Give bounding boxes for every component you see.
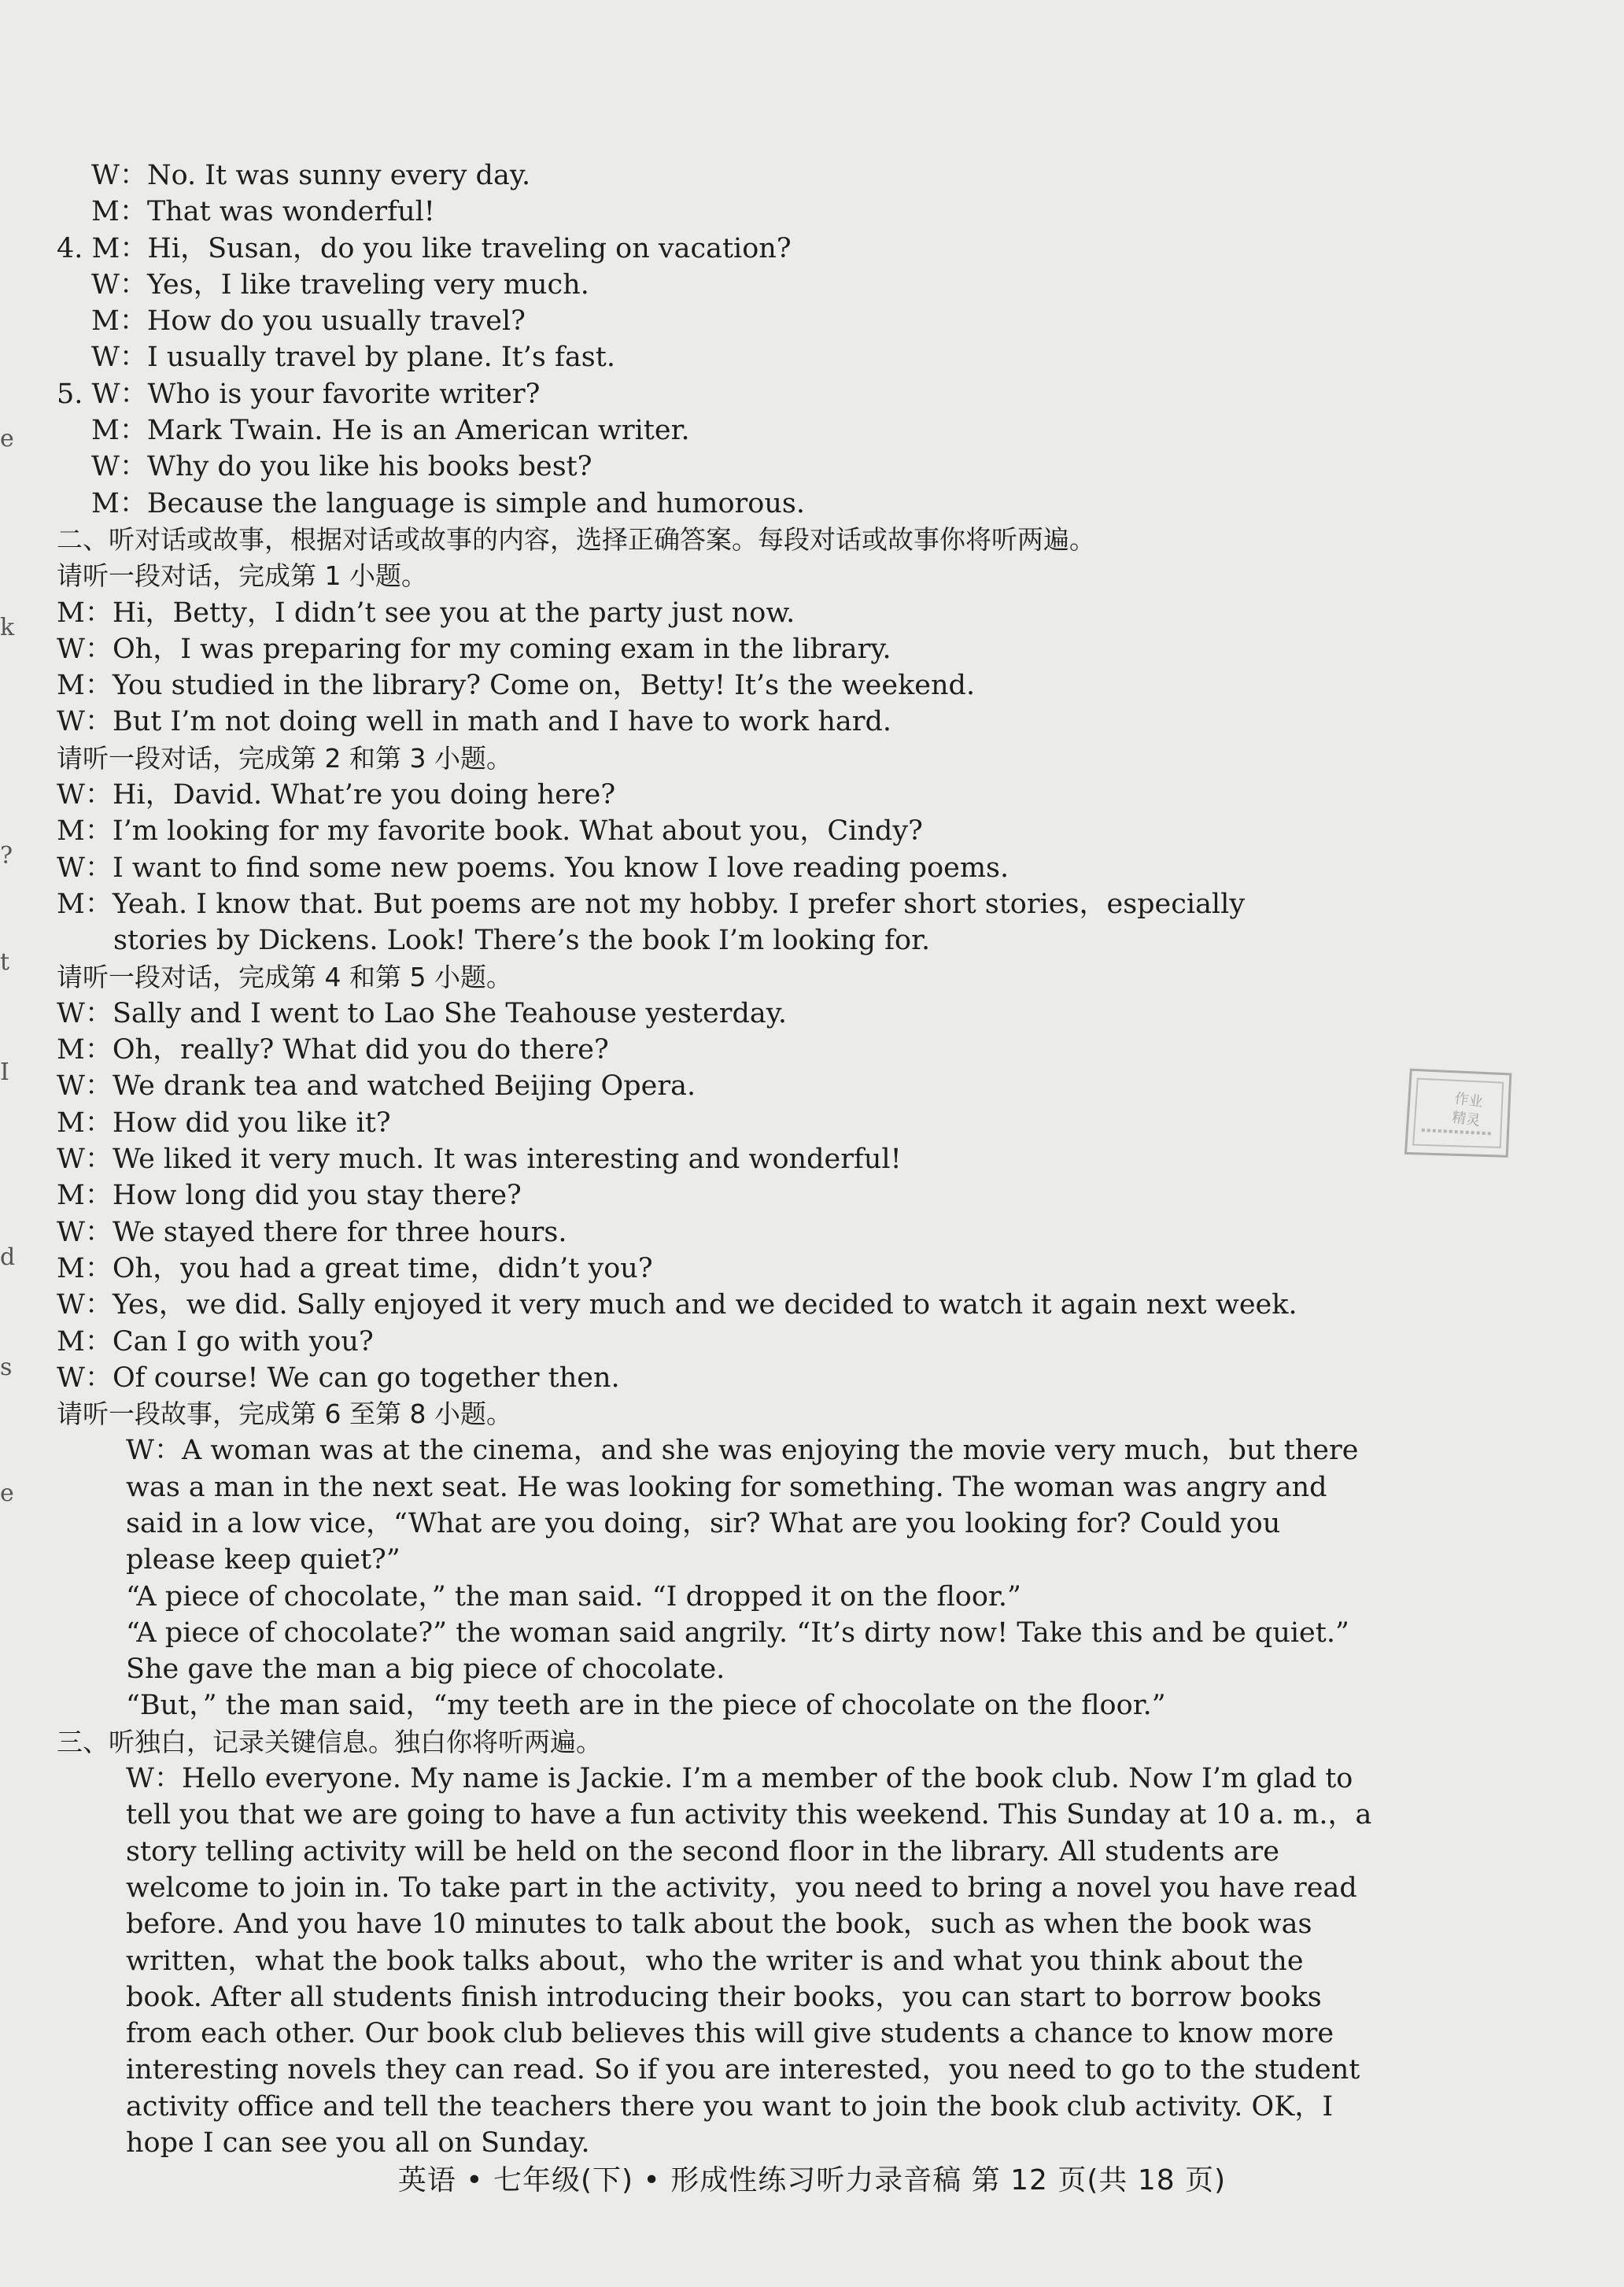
transcript-line: W：But I’m not doing well in math and I have to work hard.	[57, 706, 892, 738]
margin-mark: t	[0, 948, 10, 976]
section-heading: 请听一段对话，完成第 2 和第 3 小题。	[57, 742, 512, 774]
transcript-line: W：Yes，we did. Sally enjoyed it very much and we decided to watch it again next week.	[57, 1289, 1297, 1321]
stamp-logo	[1391, 1055, 1524, 1174]
transcript-line: W：We stayed there for three hours.	[57, 1216, 567, 1248]
margin-mark: ?	[0, 842, 13, 870]
transcript-line: “A piece of chocolate?” the woman said angrily. “It’s dirty now! Take this and be quiet.” She gave the man a big piece of chocolate.	[126, 1616, 1349, 1686]
transcript-line: W：No. It was sunny every day.	[91, 160, 531, 191]
transcript-line: W：We liked it very much. It was interesting and wonderful!	[57, 1144, 902, 1176]
page-footer: 英语 • 七年级(下) • 形成性练习听力录音稿 第 12 页(共 18 页)	[397, 2164, 1227, 2196]
transcript-line: W：Sally and I went to Lao She Teahouse yesterday.	[57, 997, 787, 1029]
transcript-line: W：Yes，I like traveling very much.	[91, 268, 589, 301]
transcript-line: M：Oh，really? What did you do there?	[57, 1034, 609, 1066]
transcript-line: W：Of course! We can go together then.	[57, 1361, 620, 1394]
transcript-line: 4. M：Hi，Susan，do you like traveling on vacation?	[57, 232, 792, 264]
transcript-line: M：Yeah. I know that. But poems are not my hobby. I prefer short stories，especially	[57, 888, 1246, 920]
transcript-line: W：Hi，David. What’re you doing here?	[57, 779, 616, 811]
margin-mark: s	[0, 1354, 13, 1381]
transcript-line: M：Oh，you had a great time，didn’t you?	[57, 1252, 653, 1284]
margin-mark: I	[0, 1059, 9, 1086]
transcript-line: M：How do you usually travel?	[91, 305, 526, 338]
transcript-line: W：I usually travel by plane. It’s fast.	[91, 342, 615, 374]
transcript-line: M：How did you like it?	[57, 1107, 391, 1139]
margin-mark: d	[0, 1243, 16, 1271]
transcript-line: M：I’m looking for my favorite book. What about you，Cindy?	[57, 815, 923, 848]
transcript-line: W：Oh，I was preparing for my coming exam in the library.	[57, 633, 891, 665]
svg-text:精灵: 精灵	[1450, 1109, 1482, 1130]
transcript-line: M：Can I go with you?	[57, 1325, 374, 1358]
transcript-line: W：We drank tea and watched Beijing Opera.	[57, 1070, 696, 1103]
section-heading: 二、听对话或故事，根据对话或故事的内容，选择正确答案。每段对话或故事你将听两遍。	[57, 523, 1095, 555]
transcript-line: W：Why do you like his books best?	[91, 451, 592, 483]
transcript-line: M：Hi，Betty，I didn’t see you at the party just now.	[57, 597, 795, 629]
transcript-line: “A piece of chocolate，” the man said. “I dropped it on the floor.”	[126, 1580, 1021, 1613]
section-heading: 三、听独白，记录关键信息。独白你将听两遍。	[57, 1726, 602, 1757]
transcript-line: W：I want to find some new poems. You know I love reading poems.	[57, 852, 1009, 884]
transcript-body	[57, 157, 1379, 2161]
transcript-line: M：You studied in the library? Come on，Betty! It’s the weekend.	[57, 670, 976, 702]
margin-mark: k	[0, 614, 15, 641]
margin-mark: e	[0, 425, 14, 453]
svg-text:作业: 作业	[1453, 1090, 1484, 1111]
transcript-line: “But，” the man said，“my teeth are in the piece of chocolate on the floor.”	[126, 1690, 1166, 1722]
transcript-line: W：A woman was at the cinema，and she was enjoying the movie very much，but there was a man in the next seat. He was looking for something. The woman was angry and said in a low vice，“What are you doing，sir? What are you looking for? Could you please keep quiet?”	[126, 1435, 1359, 1576]
transcript-line: 5. W：Who is your favorite writer?	[57, 378, 541, 410]
section-heading: 请听一段对话，完成第 4 和第 5 小题。	[57, 961, 512, 992]
section-heading: 请听一段故事，完成第 6 至第 8 小题。	[57, 1398, 512, 1430]
margin-mark: e	[0, 1480, 14, 1507]
transcript-line: M：Mark Twain. He is an American writer.	[91, 415, 690, 447]
transcript-line: M：Because the language is simple and humorous.	[91, 487, 805, 519]
transcript-line: M：How long did you stay there?	[57, 1180, 522, 1212]
transcript-line: W：Hello everyone. My name is Jackie. I’m a member of the book club. Now I’m glad to tell you that we are going to have a fun activity this weekend. This Sunday at 10 a. m.，a story telling activity will be held on the second floor in the library. All students are welcome to join in. To take part in the activity，you need to bring a novel you have read before. And you have 10 minutes to talk about the book，such as when the book was written，what the book talks about，who the writer is and what you think about the book. After all students finish introducing their books，you can start to borrow books from each other. Our book club believes this will give students a chance to know more interesting novels they can read. So if you are interested，you need to go to the student activity office and tell the teachers there you want to join the book club activity. OK，I hope I can see you all on Sunday.	[126, 1763, 1372, 2160]
section-heading: 请听一段对话，完成第 1 小题。	[57, 560, 427, 592]
transcript-line: M：That was wonderful!	[91, 196, 435, 228]
transcript-line: stories by Dickens. Look! There’s the book I’m looking for.	[113, 925, 931, 957]
